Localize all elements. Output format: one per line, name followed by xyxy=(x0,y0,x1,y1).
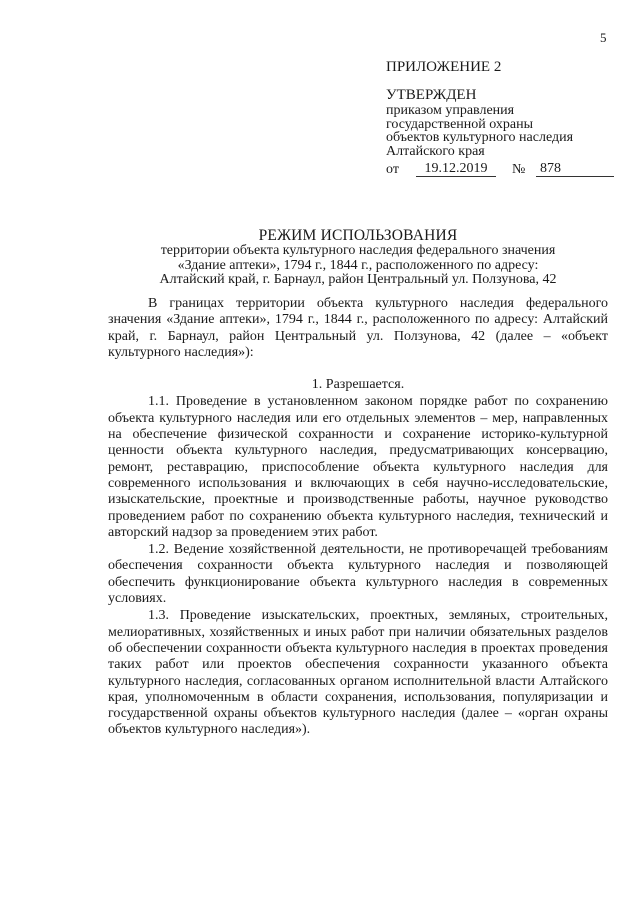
date-label: от xyxy=(386,162,399,177)
page-number: 5 xyxy=(600,30,607,45)
section-heading: 1. Разрешается. xyxy=(311,377,405,393)
approval-line: приказом управления xyxy=(386,103,515,118)
appendix-label: ПРИЛОЖЕНИЕ 2 xyxy=(386,59,502,75)
title-line: Алтайский край, г. Барнаул, район Центральный ул. Ползунова, 42 xyxy=(159,272,557,287)
document-title-block xyxy=(108,228,608,288)
document-body xyxy=(108,296,608,739)
title-line: территории объекта культурного наследия федерального значения xyxy=(160,243,556,258)
order-number: 878 xyxy=(536,162,614,177)
approval-line: государственной охраны xyxy=(386,116,534,132)
document-title: РЕЖИМ ИСПОЛЬЗОВАНИЯ xyxy=(258,227,458,244)
order-reference xyxy=(386,162,614,177)
clause-paragraph: 1.2. Ведение хозяйственной деятельности, не противоречащей требованиям обеспечения сохранности объекта культурного наследия и позволяющей обеспечить функционирование объекта культурного наследия в современных условиях. xyxy=(108,542,608,607)
approval-block xyxy=(386,60,614,177)
approved-label: УТВЕРЖДЕН xyxy=(386,87,477,103)
clause-paragraph: 1.1. Проведение в установленном законом порядке работ по сохранению объекта культурного наследия или его отдельных элементов – мер, направленных на обеспечение физической сохранности и сохранение историко-культурной ценности объекта культурного наследия, предусматривающих консервацию, ремонт, реставрацию, приспособление объекта культурного наследия для современного использования и включающих в себя научно-исследовательские, изыскательские, проектные и производственные работы, научное руководство проведением работ по сохранению объекта культурного наследия, технический и авторский надзор за проведением этих работ. xyxy=(108,394,608,540)
number-label: № xyxy=(512,162,526,177)
approval-line: объектов культурного наследия xyxy=(386,130,574,145)
intro-paragraph: В границах территории объекта культурного наследия федерального значения «Здание аптеки», 1794 г., 1844 г., расположенного по адресу: Алтайский край, г. Барнаул, район Центральный ул. Ползунова, 42 (далее – «объект культурного наследия»): xyxy=(108,296,608,360)
title-line: «Здание аптеки», 1794 г., 1844 г., расположенного по адресу: xyxy=(177,257,539,273)
order-date: 19.12.2019 xyxy=(416,162,496,177)
clause-paragraph: 1.3. Проведение изыскательских, проектных, земляных, строительных, мелиоративных, хозяйственных и иных работ при наличии обязательных разделов об обеспечении сохранности объекта культурного наследия в проектах проведения таких работ или проектов обеспечения сохранности указанного объекта культурного наследия, согласованных органом исполнительной власти Алтайского края, уполномоченным в области сохранения, использования, популяризации и государственной охраны объектов культурного наследия (далее – «орган охраны объектов культурного наследия»). xyxy=(108,608,608,738)
approval-line: Алтайского края xyxy=(386,143,485,159)
